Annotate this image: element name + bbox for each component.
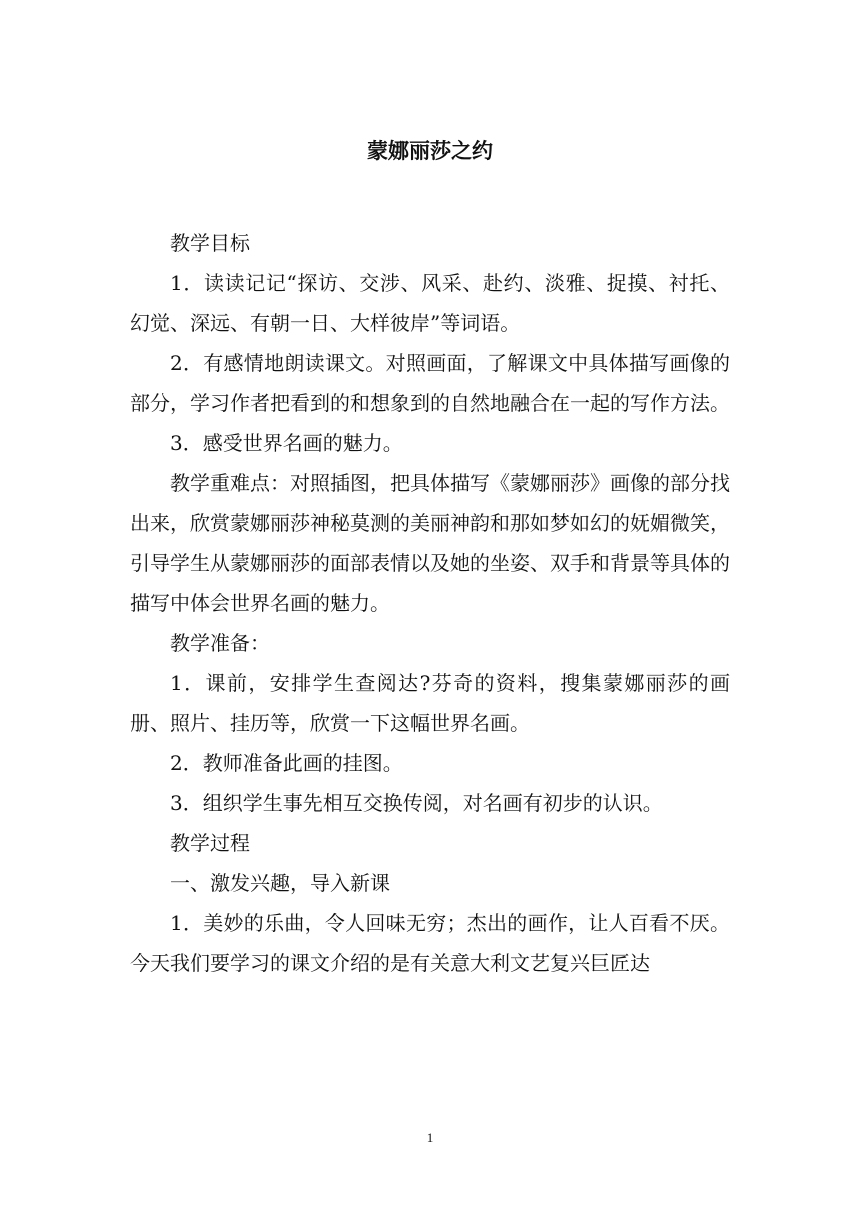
paragraph: 教学重难点：对照插图，把具体描写《蒙娜丽莎》画像的部分找出来，欣赏蒙娜丽莎神秘莫测的美丽神韵和那如梦如幻的妩媚微笑，引导学生从蒙娜丽莎的面部表情以及她的坐姿、双手和背景等具体的描写中体会世界名画的魅力。	[130, 471, 730, 615]
paragraph: 2．有感情地朗读课文。对照画面，了解课文中具体描写画像的部分，学习作者把看到的和想象到的自然地融合在一起的写作方法。	[130, 351, 730, 415]
subsection-heading: 一、激发兴趣，导入新课	[170, 871, 390, 895]
page-number: 1	[426, 1130, 434, 1145]
paragraph: 1．美妙的乐曲，令人回味无穷；杰出的画作，让人百看不厌。今天我们要学习的课文介绍的是有关意大利文艺复兴巨匠达	[130, 911, 730, 975]
paragraph: 3．组织学生事先相互交换传阅，对名画有初步的认识。	[170, 791, 663, 815]
section-heading-objectives: 教学目标	[170, 231, 250, 255]
section-heading-preparation: 教学准备：	[170, 631, 270, 655]
document-body	[130, 223, 730, 983]
paragraph: 1．课前，安排学生查阅达?芬奇的资料，搜集蒙娜丽莎的画册、照片、挂历等，欣赏一下这幅世界名画。	[130, 671, 730, 735]
paragraph: 2．教师准备此画的挂图。	[170, 751, 403, 775]
paragraph: 1．读读记记“探访、交涉、风采、赴约、淡雅、捉摸、衬托、幻觉、深远、有朝一日、大样彼岸”等词语。	[130, 271, 730, 335]
paragraph: 3．感受世界名画的魅力。	[170, 431, 403, 455]
section-heading-process: 教学过程	[170, 831, 250, 855]
document-title: 蒙娜丽莎之约	[367, 138, 493, 163]
